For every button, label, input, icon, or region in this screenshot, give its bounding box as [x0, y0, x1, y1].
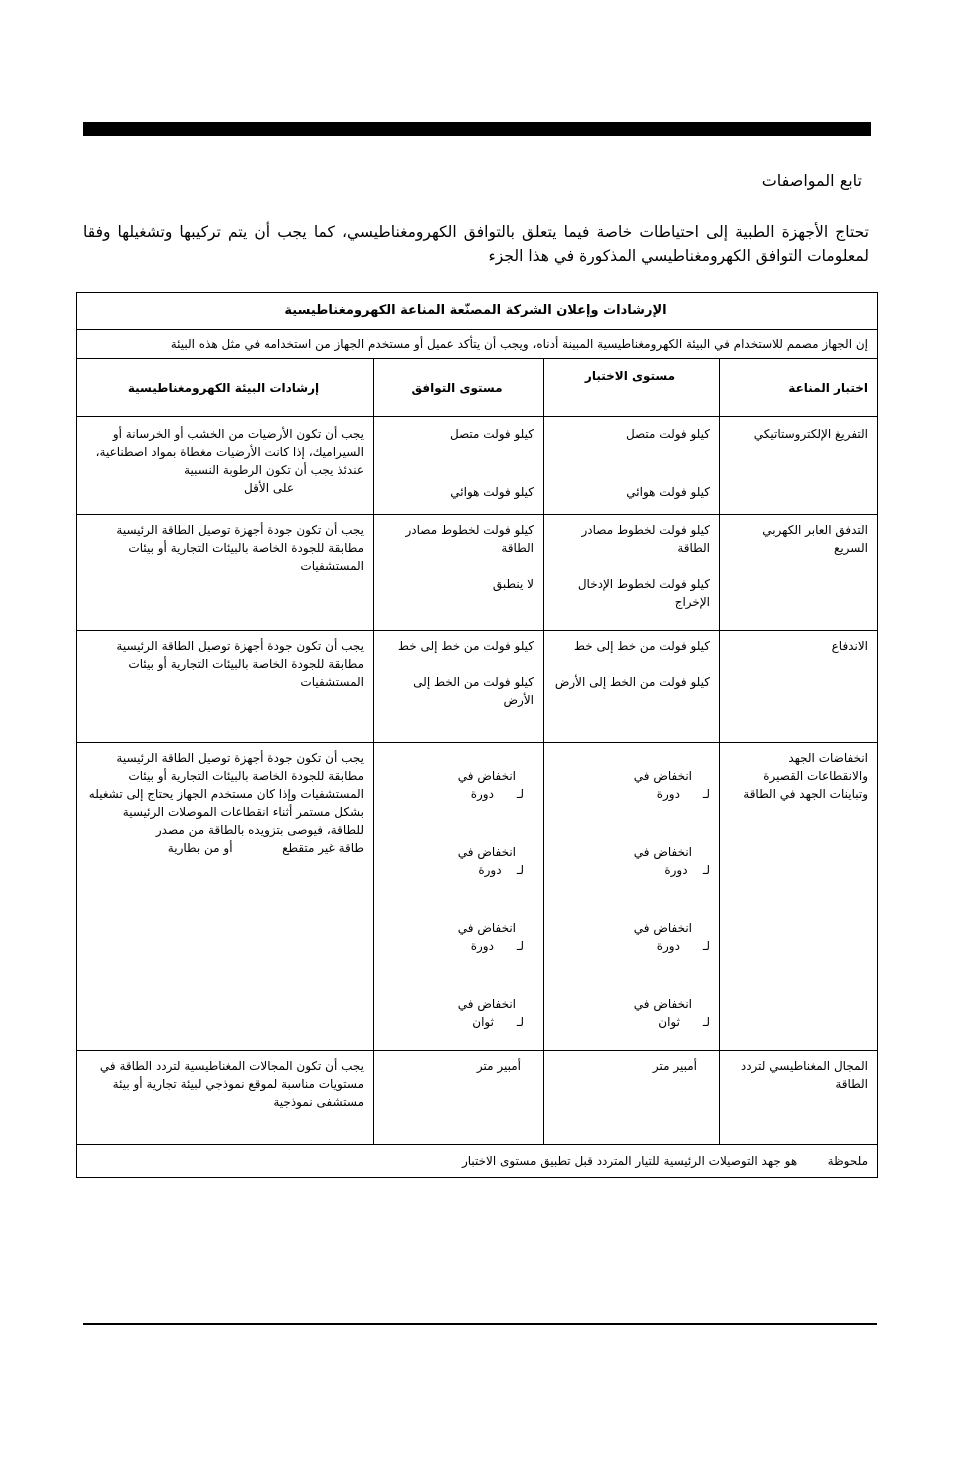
test-level-b: كيلو فولت من الخط إلى الأرض: [554, 675, 710, 689]
guidance-text-end: طاقة غير متقطع أو من بطارية: [167, 841, 364, 855]
test-level-a: أمبير متر: [544, 1051, 720, 1145]
cycle-label: دورة: [478, 863, 502, 877]
compliance-a: كيلو فولت متصل: [449, 427, 534, 441]
dip-label: انخفاض في: [457, 769, 516, 783]
compliance-cell: [374, 417, 544, 515]
test-level-b: كيلو فولت هوائي: [626, 485, 710, 499]
test-level-b: كيلو فولت لخطوط الإدخال الإخراج: [577, 577, 710, 609]
footer-rule: [83, 1323, 877, 1325]
table-row: [77, 515, 878, 631]
for-label: لـ: [516, 863, 524, 877]
table-title: الإرشادات وإعلان الشركة المصنّعة المناعة الكهرومغناطيسية: [77, 293, 878, 330]
compliance-a: أمبير متر: [374, 1051, 544, 1145]
header-compliance: مستوى التوافق: [374, 359, 544, 417]
compliance-a: كيلو فولت من خط إلى خط: [397, 639, 534, 653]
test-level-a: كيلو فولت من خط إلى خط: [573, 639, 710, 653]
compliance-b: لا ينطبق: [492, 577, 534, 591]
seconds-label: ثوان: [472, 1015, 494, 1029]
dip-label: انخفاض في: [633, 921, 692, 935]
for-label: لـ: [702, 1015, 710, 1029]
guidance-cell: [77, 417, 374, 515]
test-name: الاندفاع: [720, 631, 878, 743]
dip-label: انخفاض في: [633, 769, 692, 783]
for-label: لـ: [702, 787, 710, 801]
compliance-a: كيلو فولت لخطوط مصادر الطاقة: [405, 523, 534, 555]
guidance-text: يجب أن تكون جودة أجهزة توصيل الطاقة الرئيسية مطابقة للجودة الخاصة بالبيئات التجارية أو بيئات المستشفيات: [77, 631, 374, 743]
table-row: [77, 743, 878, 1051]
header-guidance: إرشادات البيئة الكهرومغناطيسية: [77, 359, 374, 417]
test-name: التدفق العابر الكهربي السريع: [720, 515, 878, 631]
guidance-text: يجب أن تكون الأرضيات من الخشب أو الخرسانة أو السيراميك، إذا كانت الأرضيات مغطاة بمواد اصطناعية، عندئذ يجب أن تكون الرطوبة النسبية: [95, 427, 364, 477]
compliance-b: كيلو فولت من الخط إلى الأرض: [413, 675, 534, 707]
cycle-label: دورة: [470, 787, 494, 801]
seconds-label: ثوان: [658, 1015, 680, 1029]
compliance-cell: [374, 515, 544, 631]
for-label: لـ: [702, 863, 710, 877]
cycle-label: دورة: [664, 863, 688, 877]
compliance-cell: [374, 743, 544, 1051]
for-label: لـ: [516, 939, 524, 953]
compliance-b: كيلو فولت هوائي: [450, 485, 534, 499]
header-test: اختبار المناعة: [720, 359, 878, 417]
guidance-text: يجب أن تكون المجالات المغناطيسية لتردد الطاقة في مستويات مناسبة لموقع نموذجي لبيئة تجارية أو بيئة مستشفى نموذجية: [77, 1051, 374, 1145]
compliance-cell: [374, 631, 544, 743]
test-level-cell: [544, 743, 720, 1051]
dip-label: انخفاض في: [457, 845, 516, 859]
for-label: لـ: [516, 1015, 524, 1029]
table-row: [77, 1051, 878, 1145]
table-footnote: ملحوظة هو جهد التوصيلات الرئيسية للتيار المتردد قبل تطبيق مستوى الاختبار: [77, 1145, 878, 1178]
dip-label: انخفاض في: [633, 845, 692, 859]
guidance-text: يجب أن تكون جودة أجهزة توصيل الطاقة الرئيسية مطابقة للجودة الخاصة بالبيئات التجارية أو بيئات المستشفيات: [77, 515, 374, 631]
table-row: [77, 417, 878, 515]
dip-label: انخفاض في: [457, 997, 516, 1011]
cycle-label: دورة: [656, 939, 680, 953]
cycle-label: دورة: [470, 939, 494, 953]
guidance-text: يجب أن تكون جودة أجهزة توصيل الطاقة الرئيسية مطابقة للجودة الخاصة بالبيئات التجارية أو بيئات المستشفيات وإذا كان مستخدم الجهاز يحتاج إلى تشغيله بشكل مستمر أثناء انقطاعات الموصلات الرئيسية للطاقة، فيوصى بتزويده بالطاقة من مصدر: [88, 751, 364, 837]
test-name: انخفاضات الجهد والانقطاعات القصيرة وتباينات الجهد في الطاقة: [720, 743, 878, 1051]
test-level-a: كيلو فولت لخطوط مصادر الطاقة: [581, 523, 710, 555]
cycle-label: دورة: [656, 787, 680, 801]
test-level-cell: [544, 515, 720, 631]
section-subtitle: تابع المواصفات: [761, 171, 862, 190]
for-label: لـ: [516, 787, 524, 801]
test-name: التفريغ الإلكتروستاتيكي: [720, 417, 878, 515]
emc-immunity-table: [76, 292, 878, 1178]
test-level-cell: [544, 631, 720, 743]
table-header-row: [77, 359, 878, 417]
test-level-cell: [544, 417, 720, 515]
header-test-level: مستوى الاختبار: [544, 359, 720, 417]
guidance-text-end: على الأقل: [244, 481, 294, 495]
test-name: المجال المغناطيسي لتردد الطاقة: [720, 1051, 878, 1145]
for-label: لـ: [702, 939, 710, 953]
dip-label: انخفاض في: [457, 921, 516, 935]
table-note: إن الجهاز مصمم للاستخدام في البيئة الكهرومغناطيسية المبينة أدناه، ويجب أن يتأكد عميل أو مستخدم الجهاز من استخدامه في مثل هذه البيئة: [77, 330, 878, 359]
guidance-cell: [77, 743, 374, 1051]
test-level-a: كيلو فولت متصل: [625, 427, 710, 441]
table-row: [77, 631, 878, 743]
header-rule: [83, 122, 871, 136]
dip-label: انخفاض في: [633, 997, 692, 1011]
intro-paragraph: تحتاج الأجهزة الطبية إلى احتياطات خاصة فيما يتعلق بالتوافق الكهرومغناطيسي، كما يجب أن يتم تركيبها وتشغيلها وفقا لمعلومات التوافق الكهرومغناطيسي المذكورة في هذا الجزء: [83, 223, 869, 265]
